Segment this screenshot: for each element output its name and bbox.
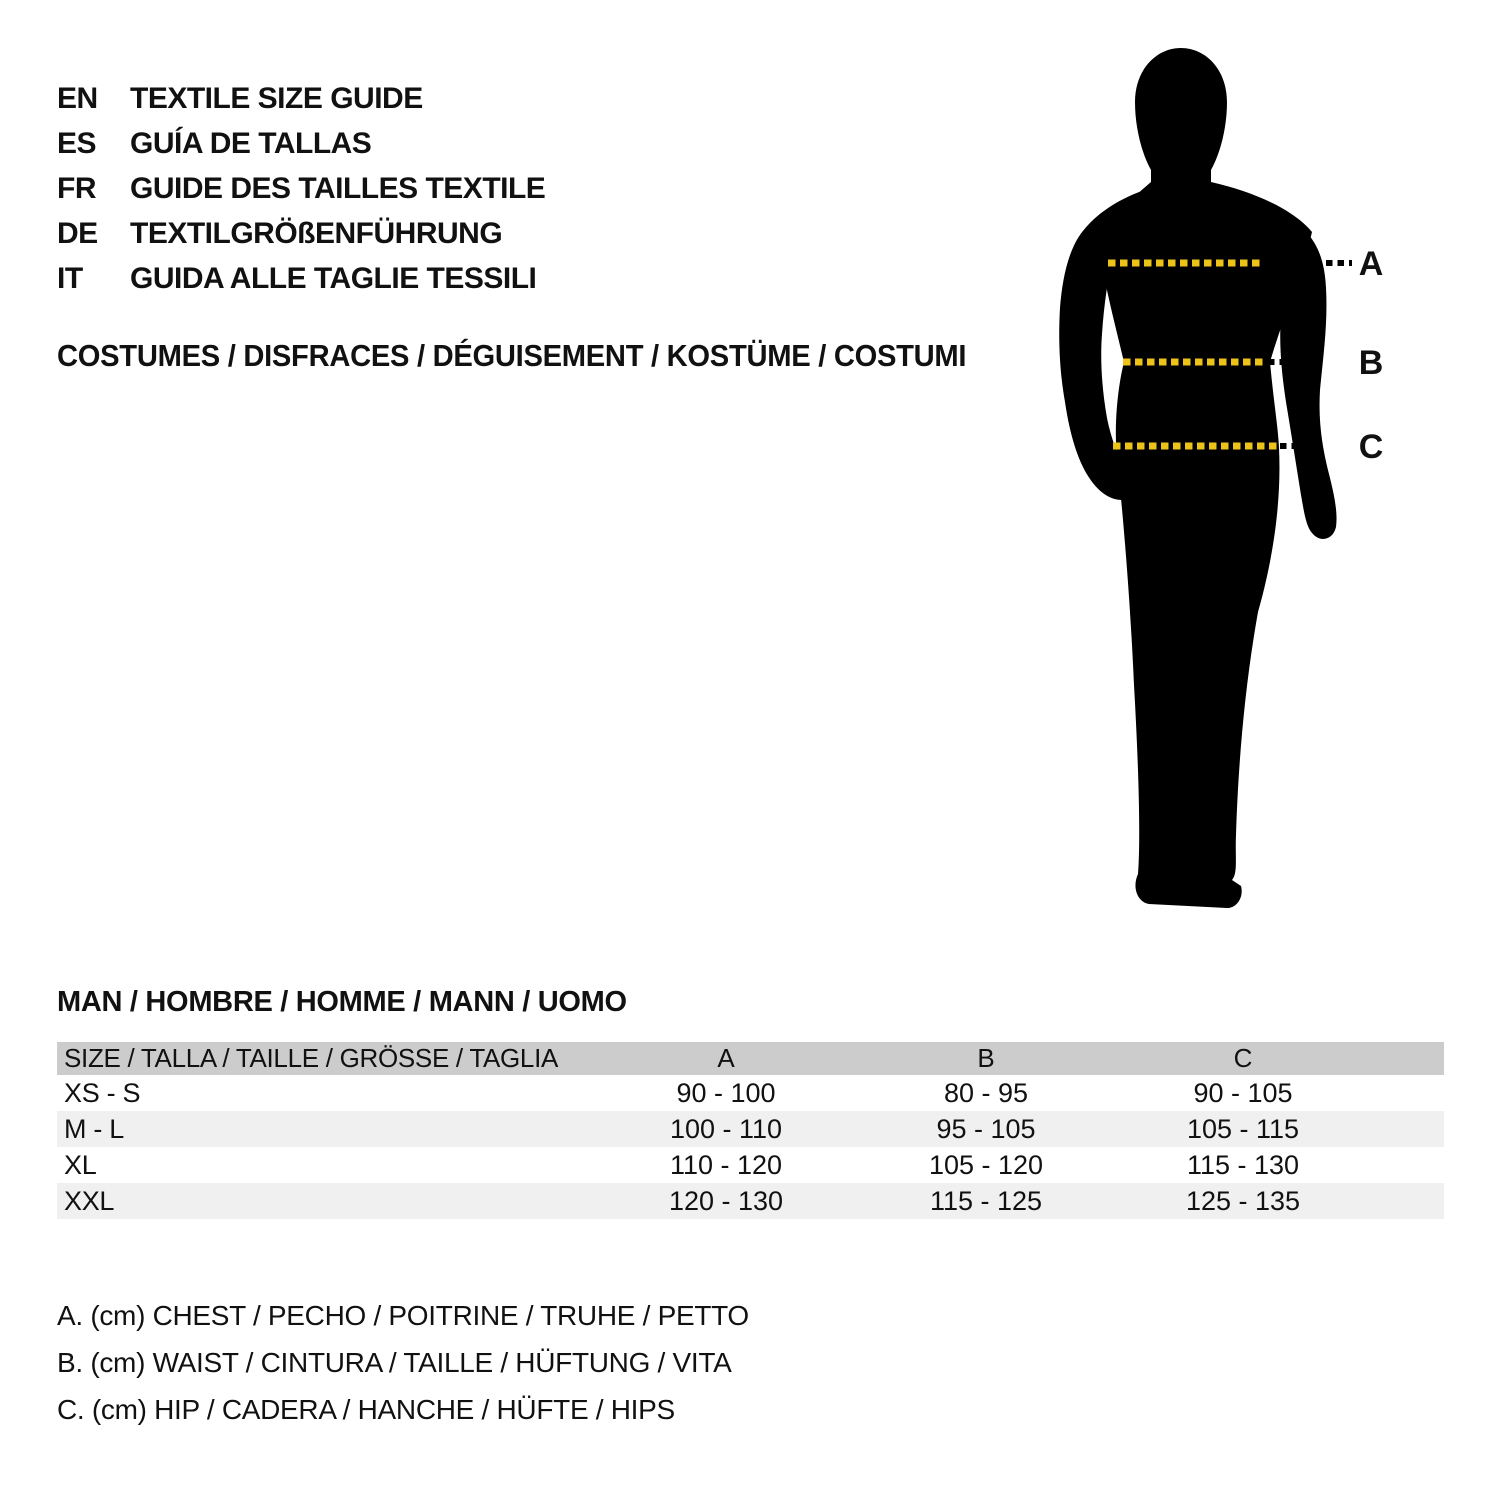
guide-title: TEXTILGRÖßENFÜHRUNG <box>130 216 503 250</box>
size-table-header-row <box>57 1042 1444 1075</box>
language-row-es <box>57 121 545 166</box>
size-label: XS - S <box>64 1077 141 1108</box>
value-a: 110 - 120 <box>669 1149 783 1180</box>
language-row-de <box>57 211 545 256</box>
measurement-legend <box>57 1292 749 1433</box>
man-silhouette-figure <box>1030 40 1410 920</box>
size-label: M - L <box>64 1113 125 1144</box>
section-title-man: MAN / HOMBRE / HOMME / MANN / UOMO <box>57 986 627 1018</box>
legend-line-waist: B. (cm) WAIST / CINTURA / TAILLE / HÜFTUNG / VITA <box>57 1346 732 1378</box>
size-table <box>57 1042 1444 1219</box>
language-code: DE <box>57 216 98 250</box>
value-c: 105 - 115 <box>1186 1113 1300 1144</box>
language-title-list <box>57 76 545 301</box>
column-header-b: B <box>977 1043 995 1073</box>
language-row-it <box>57 256 545 301</box>
language-code: ES <box>57 126 97 160</box>
value-c: 115 - 130 <box>1186 1149 1300 1180</box>
language-code: IT <box>57 261 83 295</box>
table-row <box>57 1183 1444 1219</box>
size-label: XXL <box>64 1185 115 1216</box>
value-a: 90 - 100 <box>676 1077 776 1108</box>
guide-title: GUIDA ALLE TAGLIE TESSILI <box>130 261 537 295</box>
value-c: 125 - 135 <box>1185 1185 1301 1216</box>
waist-line-label: B <box>1358 344 1384 382</box>
value-b: 95 - 105 <box>936 1113 1036 1144</box>
value-c: 90 - 105 <box>1193 1077 1293 1108</box>
value-b: 80 - 95 <box>943 1077 1029 1108</box>
legend-line-chest: A. (cm) CHEST / PECHO / POITRINE / TRUHE / PETTO <box>57 1299 749 1331</box>
guide-title: TEXTILE SIZE GUIDE <box>130 81 423 115</box>
size-label: XL <box>64 1149 97 1180</box>
language-code: FR <box>57 171 96 205</box>
language-row-en <box>57 76 545 121</box>
language-row-fr <box>57 166 545 211</box>
language-code: EN <box>57 81 98 115</box>
column-header-c: C <box>1233 1043 1253 1073</box>
column-header-a: A <box>717 1043 735 1073</box>
guide-title: GUÍA DE TALLAS <box>130 126 372 160</box>
legend-line-hip: C. (cm) HIP / CADERA / HANCHE / HÜFTE / HIPS <box>57 1393 675 1425</box>
guide-title: GUIDE DES TAILLES TEXTILE <box>130 171 546 205</box>
table-row <box>57 1147 1444 1183</box>
value-a: 100 - 110 <box>669 1113 783 1144</box>
category-line: COSTUMES / DISFRACES / DÉGUISEMENT / KOSTÜME / COSTUMI <box>57 338 967 373</box>
silhouette-body <box>1100 48 1312 908</box>
size-column-header: SIZE / TALLA / TAILLE / GRÖSSE / TAGLIA <box>64 1043 559 1073</box>
chest-line-label: A <box>1358 245 1384 283</box>
value-b: 115 - 125 <box>929 1185 1043 1216</box>
table-row <box>57 1111 1444 1147</box>
hip-line-label: C <box>1358 428 1384 466</box>
table-row <box>57 1075 1444 1111</box>
value-a: 120 - 130 <box>668 1185 784 1216</box>
value-b: 105 - 120 <box>928 1149 1044 1180</box>
